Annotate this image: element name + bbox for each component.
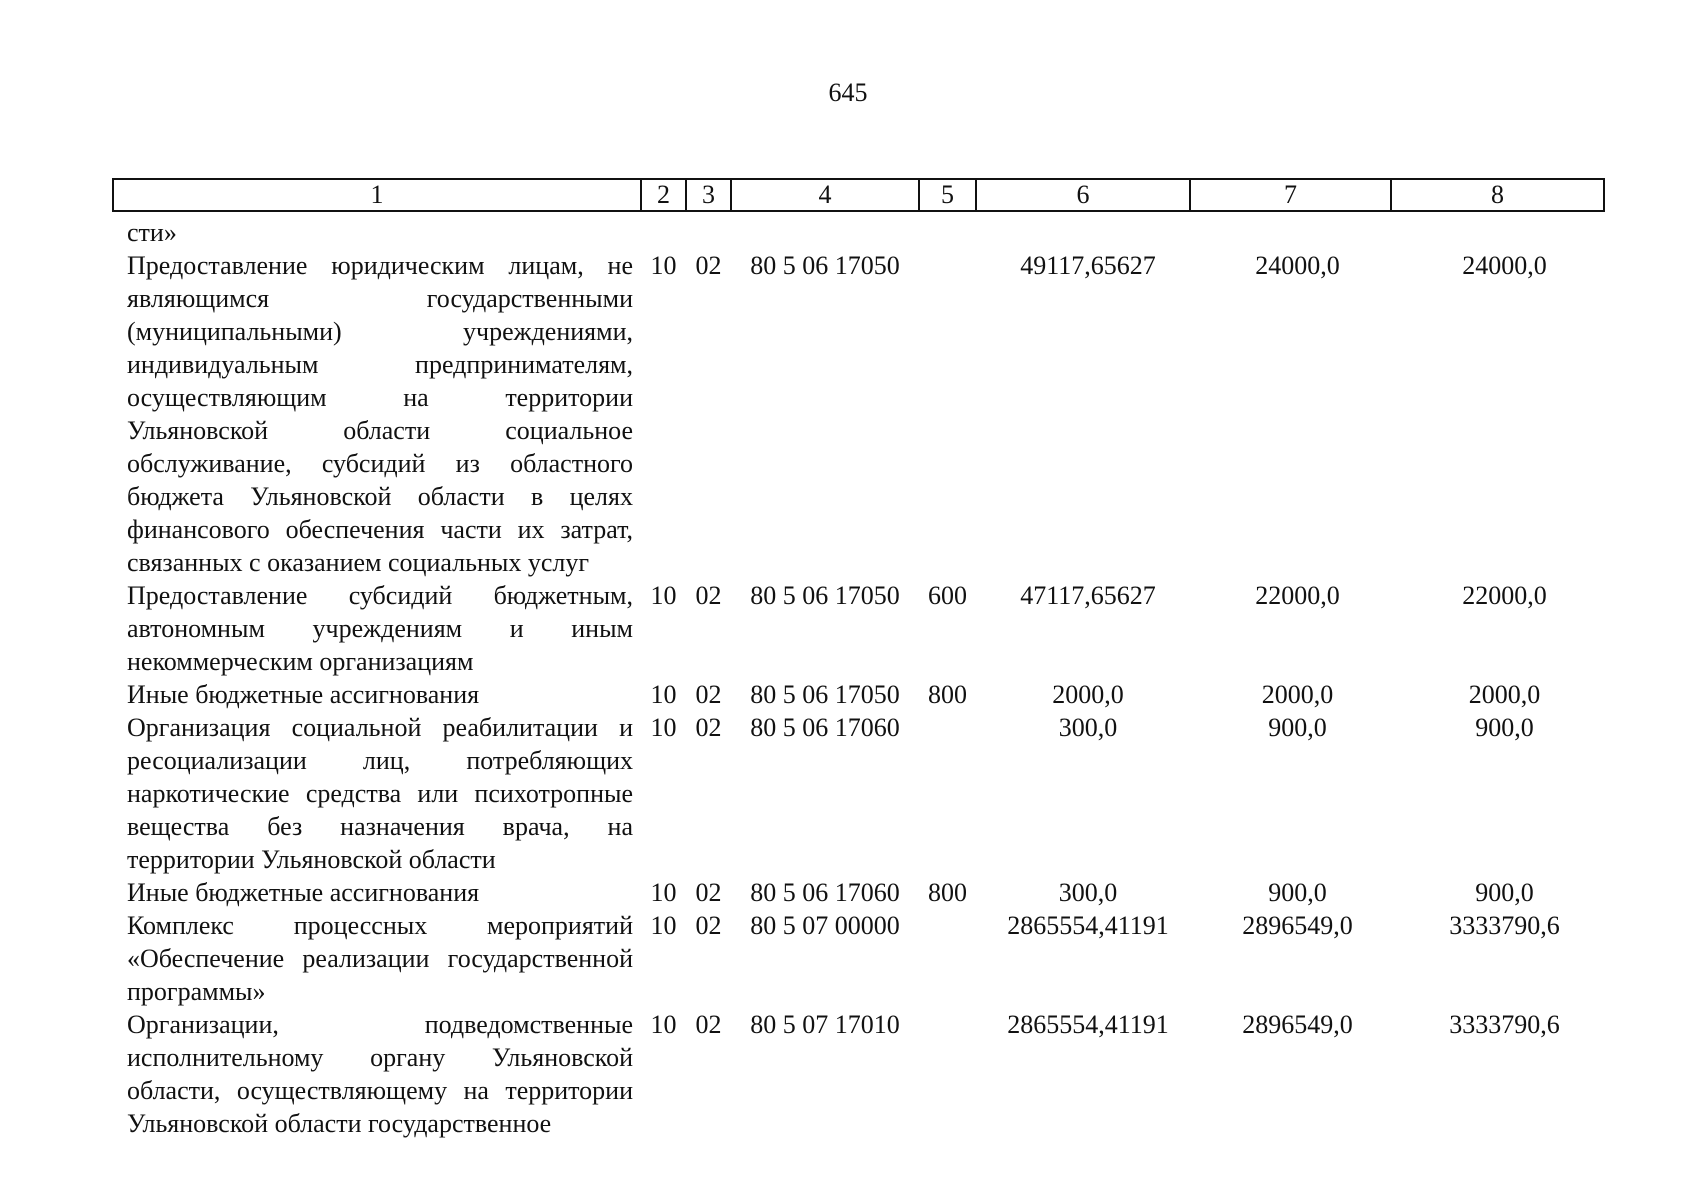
column-header-1: 1 (113, 179, 641, 211)
row-target-code: 80 5 06 17050 (750, 680, 900, 709)
row-subsection: 02 (695, 680, 722, 709)
row-subsection: 02 (695, 878, 722, 907)
row-amount-col6: 300,0 (1058, 713, 1118, 742)
row-name: Иные бюджетные ассигнования (127, 680, 480, 709)
row-subsection (686, 211, 731, 249)
table-row (113, 211, 1604, 249)
row-expense-type (919, 1008, 976, 1140)
column-header-8: 8 (1391, 179, 1604, 211)
column-header-6: 6 (976, 179, 1190, 211)
row-amount-col7: 24000,0 (1255, 251, 1340, 280)
table-row (113, 876, 1604, 909)
row-section: 10 (650, 911, 677, 940)
page-number: 645 (828, 78, 868, 107)
table-header (113, 179, 1604, 211)
row-amount-col8: 22000,0 (1462, 581, 1547, 610)
row-target-code: 80 5 06 17050 (750, 251, 900, 280)
row-amount-col8: 3333790,6 (1449, 911, 1560, 940)
row-amount-col6: 49117,65627 (1020, 251, 1156, 280)
row-name: Комплекс процессных мероприятий «Обеспечение реализации государственной программы» (127, 911, 633, 1006)
row-amount-col7: 900,0 (1268, 713, 1327, 742)
row-expense-type: 800 (928, 680, 967, 709)
table-row (113, 249, 1604, 579)
row-target-code (731, 211, 919, 249)
row-subsection: 02 (695, 251, 722, 280)
row-amount-col6 (976, 211, 1190, 249)
row-subsection: 02 (695, 911, 722, 940)
row-amount-col8: 3333790,6 (1449, 1010, 1560, 1039)
row-expense-type (919, 711, 976, 876)
row-amount-col7 (1190, 211, 1391, 249)
row-amount-col8: 24000,0 (1462, 251, 1547, 280)
row-target-code: 80 5 06 17050 (750, 581, 900, 610)
row-amount-col8: 2000,0 (1468, 680, 1541, 709)
row-expense-type (919, 249, 976, 579)
row-amount-col6: 47117,65627 (1020, 581, 1156, 610)
row-amount-col7: 2896549,0 (1242, 1010, 1353, 1039)
row-expense-type: 600 (928, 581, 967, 610)
row-subsection: 02 (695, 713, 722, 742)
row-section: 10 (650, 713, 677, 742)
row-name: Иные бюджетные ассигнования (127, 878, 480, 907)
row-amount-col7: 2000,0 (1261, 680, 1334, 709)
row-amount-col6: 2000,0 (1052, 680, 1124, 709)
row-target-code: 80 5 07 17010 (750, 1010, 900, 1039)
column-header-4: 4 (731, 179, 919, 211)
row-amount-col8: 900,0 (1475, 713, 1534, 742)
row-section: 10 (650, 680, 677, 709)
row-name: Организация социальной реабилитации и ресоциализации лиц, потребляющих наркотические средства или психотропные вещества без назначения врача, на территории Ульяновской области (127, 713, 633, 874)
row-subsection: 02 (695, 1010, 722, 1039)
table-row (113, 579, 1604, 678)
row-amount-col7: 22000,0 (1255, 581, 1340, 610)
row-name: Организации, подведомственные исполнительному органу Ульяновской области, осуществляющему на территории Ульяновской области государственное (127, 1010, 633, 1138)
budget-table (112, 178, 1605, 1140)
table-row (113, 1008, 1604, 1140)
row-target-code: 80 5 06 17060 (750, 713, 900, 742)
table-row (113, 711, 1604, 876)
row-amount-col8: 900,0 (1475, 878, 1534, 907)
row-amount-col7: 900,0 (1268, 878, 1327, 907)
row-name: Предоставление субсидий бюджетным, автономным учреждениям и иным некоммерческим организациям (127, 581, 633, 676)
row-section: 10 (650, 878, 677, 907)
row-expense-type: 800 (928, 878, 967, 907)
row-name: сти» (127, 218, 177, 247)
column-header-7: 7 (1190, 179, 1391, 211)
row-name: Предоставление юридическим лицам, не являющимся государственными (муниципальными) учреждениями, индивидуальным предпринимателям, осуществляющим на территории Ульяновской области социальное обслуживание, субсидий из областного бюджета Ульяновской области в целях финансового обеспечения части их затрат, связанных с оказанием социальных услуг (127, 251, 633, 577)
row-expense-type (919, 211, 976, 249)
row-amount-col6: 2865554,41191 (1007, 911, 1169, 940)
row-section (641, 211, 686, 249)
column-header-2: 2 (641, 179, 686, 211)
table-row (113, 909, 1604, 1008)
row-target-code: 80 5 07 00000 (750, 911, 900, 940)
column-header-3: 3 (686, 179, 731, 211)
row-expense-type (919, 909, 976, 1008)
column-header-5: 5 (919, 179, 976, 211)
header-row (113, 179, 1604, 211)
row-amount-col7: 2896549,0 (1242, 911, 1353, 940)
row-subsection: 02 (695, 581, 722, 610)
row-target-code: 80 5 06 17060 (750, 878, 900, 907)
row-section: 10 (650, 1010, 677, 1039)
row-section: 10 (650, 581, 677, 610)
row-amount-col6: 300,0 (1058, 878, 1118, 907)
table-body (113, 211, 1604, 1140)
row-amount-col6: 2865554,41191 (1007, 1010, 1169, 1039)
table-row (113, 678, 1604, 711)
row-amount-col8 (1391, 211, 1604, 249)
row-section: 10 (650, 251, 677, 280)
